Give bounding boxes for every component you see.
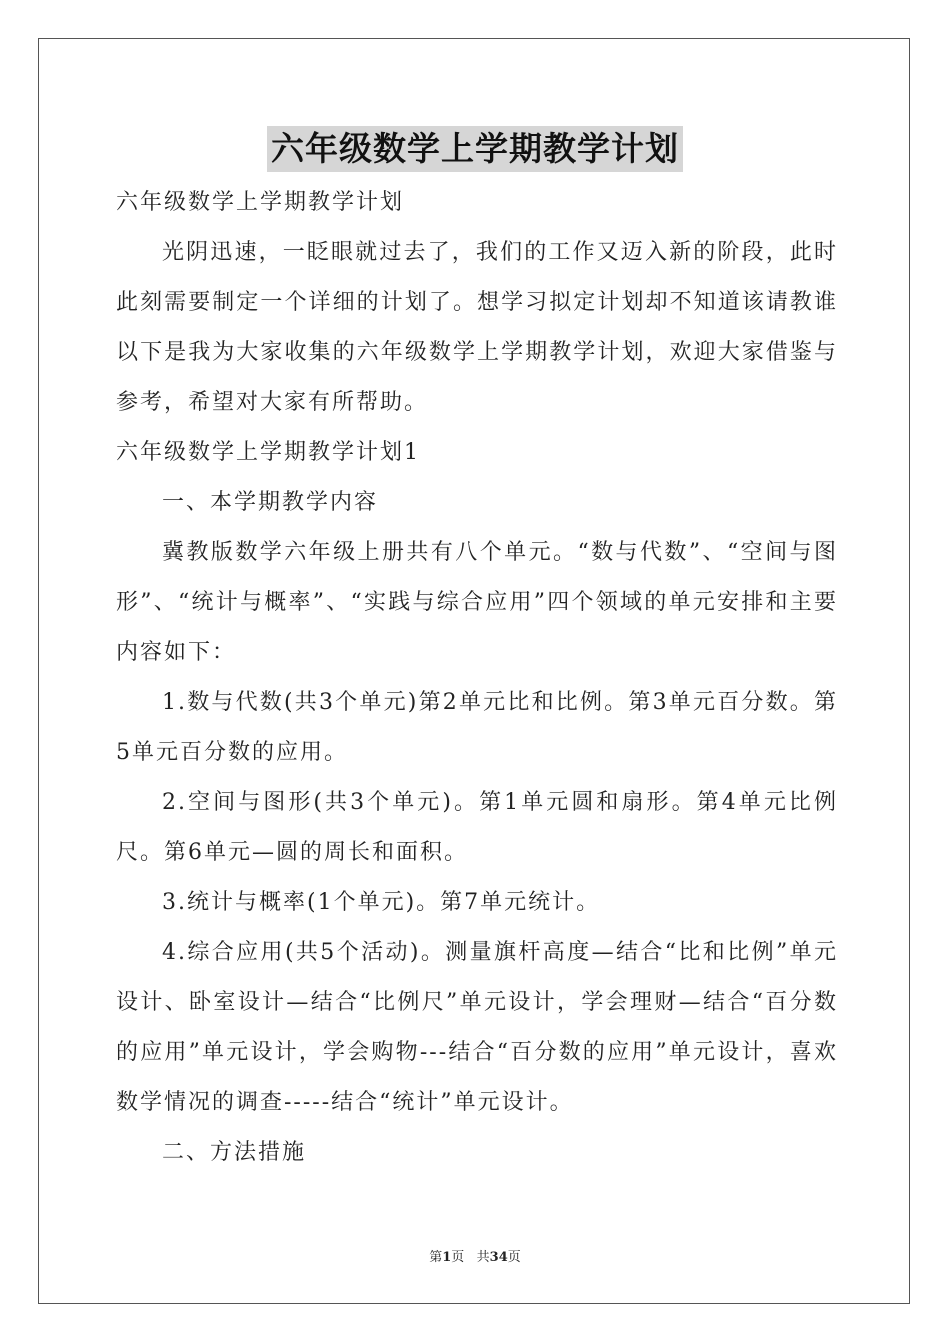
footer-total-pages: 34 (489, 1250, 508, 1265)
document-title: 六年级数学上学期教学计划 (267, 126, 683, 172)
heading-methods: 二、方法措施 (162, 1140, 307, 1165)
list-item-statistics: 3.统计与概率(1个单元)。第7单元统计。 (162, 890, 601, 915)
footer-prefix: 第 (429, 1250, 443, 1265)
list-item-numbers-algebra: 1.数与代数(共3个单元)第2单元比和比例。第3单元百分数。第5单元百分数的应用。 (116, 690, 838, 765)
page-footer (0, 1246, 950, 1265)
body-paragraph: 冀教版数学六年级上册共有八个单元。“数与代数”、“空间与图形”、“统计与概率”、“实践与综合应用”四个领域的单元安排和主要内容如下： (116, 540, 838, 665)
intro-paragraph: 光阴迅速，一眨眼就过去了，我们的工作又迈入新的阶段，此时此刻需要制定一个详细的计划了。想学习拟定计划却不知道该请教谁以下是我为大家收集的六年级数学上学期教学计划，欢迎大家借鉴与参考，希望对大家有所帮助。 (116, 240, 838, 415)
list-item-space-shapes: 2.空间与图形(共3个单元)。第1单元圆和扇形。第4单元比例尺。第6单元—圆的周长和面积。 (116, 790, 838, 865)
section-heading: 六年级数学上学期教学计划1 (116, 440, 420, 465)
list-item-applications: 4.综合应用(共5个活动)。测量旗杆高度—结合“比和比例”单元设计、卧室设计—结合“比例尺”单元设计，学会理财—结合“百分数的应用”单元设计，学会购物---结合“百分数的应用”单元设计，喜欢数学情况的调查-----结合“统计”单元设计。 (116, 940, 838, 1115)
footer-suffix: 页 (507, 1250, 521, 1265)
document-body (116, 178, 838, 1178)
title-container (0, 126, 950, 172)
footer-middle: 页 共 (451, 1250, 490, 1265)
subtitle-paragraph: 六年级数学上学期教学计划 (116, 190, 405, 215)
heading-teaching-content: 一、本学期教学内容 (162, 490, 379, 515)
footer-current-page: 1 (442, 1250, 452, 1265)
